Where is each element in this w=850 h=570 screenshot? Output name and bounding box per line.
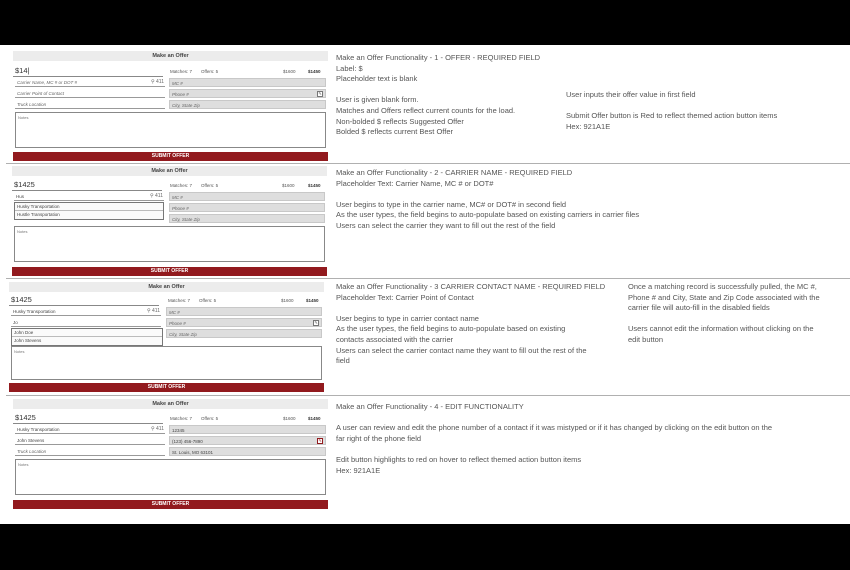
desc-line: As the user types, the field begins to auto-populate based on existing [336,324,566,334]
offers-count: Offers: 5 [201,69,219,74]
desc-line: As the user types, the field begins to auto-populate based on existing carriers in carrier files [336,210,640,220]
desc-line: Placeholder Text: Carrier Name, MC # or DOT# [336,178,494,188]
submit-offer-button[interactable]: SUBMIT OFFER [9,383,324,392]
contact-dropdown [11,328,163,346]
offers-count: Offers: 5 [201,183,219,188]
desc-line: Make an Offer Functionality - 3 CARRIER CONTACT NAME - REQUIRED FIELD [336,282,606,291]
offer-form-4 [13,399,328,511]
canvas [0,45,850,524]
divider [6,395,850,396]
phone-field: Phone # [169,203,325,212]
desc-line: Placeholder Text: Carrier Point of Contact [336,292,474,302]
matches-count: Matches: 7 [170,69,193,74]
offers-count: Offers: 5 [199,298,217,303]
suggested-offer: $1600 [283,416,296,421]
truck-location-field[interactable]: Truck Location [15,100,165,109]
divider [6,163,850,164]
city-state-zip-field: St. Louis, MO 63101 [169,447,326,456]
dropdown-option[interactable]: John Stevens [12,337,162,345]
best-offer: $1450 [308,183,321,188]
offer-underline [13,423,163,424]
description-2 [336,168,836,232]
offer-underline [9,305,159,306]
desc-line: Label: $ [336,63,363,73]
dropdown-option[interactable]: John Doe [12,329,162,337]
desc-line: field [336,356,350,366]
form-header: Make an Offer [13,399,328,409]
best-offer: $1450 [308,69,321,74]
desc-line: User inputs their offer value in first field [566,90,696,99]
form-header: Make an Offer [12,166,327,176]
edit-icon[interactable]: ✎ [318,438,322,443]
suggested-offer: $1600 [282,183,295,188]
desc-line: Users cannot edit the information without clicking on the [628,324,814,334]
description-3b [628,282,843,346]
desc-line: Hex: 921A1E [566,121,611,131]
offer-input[interactable]: $1425 [14,180,35,189]
carrier-dropdown [14,202,164,220]
desc-line: A user can review and edit the phone number of a contact if it was mistyped or if it has changed by clicking on the edit button on the [336,423,773,433]
truck-location-field[interactable]: Truck Location [15,447,165,456]
desc-line: Submit Offer button is Red to reflect themed action button items [566,111,778,121]
carrier-name-field[interactable]: Husky Transportation ⚲ 411 [17,426,164,432]
desc-line: far right of the phone field [336,433,422,443]
mc-field: MC # [166,307,322,316]
phone-field: Phone # ✎ [169,89,326,98]
desc-line: Make an Offer Functionality - 4 - EDIT FUNCTIONALITY [336,402,524,411]
desc-line: Users can select the carrier they want to fill out the rest of the field [336,220,556,230]
offer-input[interactable]: $1425 [11,295,32,304]
desc-line: Bolded $ reflects current Best Offer [336,127,454,137]
offer-form-3 [9,282,324,392]
offer-underline [12,190,162,191]
desc-line: Hex: 921A1E [336,465,381,475]
mc-field: MC # [169,192,325,201]
suggested-offer: $1600 [281,298,294,303]
desc-line: Edit button highlights to red on hover to reflect themed action button items [336,454,582,464]
desc-line: Make an Offer Functionality - 1 - OFFER - REQUIRED FIELD [336,53,541,62]
matches-count: Matches: 7 [170,416,193,421]
edit-icon[interactable]: ✎ [318,91,322,96]
offer-form-2 [12,166,327,277]
matches-count: Matches: 7 [168,298,191,303]
carrier-contact-field[interactable]: Jo [11,318,161,327]
notes-field[interactable]: Notes [15,112,326,148]
desc-line: Once a matching record is successfully pulled, the MC #, [628,282,817,291]
mc-field: 12345 [169,425,326,434]
description-4 [336,402,841,476]
desc-line: carrier file will auto-fill in the disabled fields [628,303,770,313]
submit-offer-button[interactable]: SUBMIT OFFER [13,500,328,509]
dropdown-option[interactable]: Husky Transportation [15,203,163,211]
notes-field[interactable]: Notes [14,226,325,262]
phone-field: Phone # ✎ [166,318,322,327]
notes-field[interactable]: Notes [11,346,322,380]
city-state-zip-field: City, State Zip [169,100,326,109]
desc-line: contacts associated with the carrier [336,334,454,344]
carrier-contact-field[interactable]: Carrier Point of Contact [15,89,165,98]
desc-line: User is given blank form. [336,95,419,105]
carrier-name-field[interactable]: Husky Transportation ⚲ 411 [13,308,160,314]
desc-line: edit button [628,334,664,344]
best-offer: $1450 [306,298,319,303]
desc-line: Phone # and City, State and Zip Code associated with the [628,292,820,302]
search-icon: ⚲ 411 [149,193,163,199]
carrier-name-field[interactable]: Carrier Name, MC # or DOT # ⚲ 411 [17,79,164,85]
desc-line: User begins to type in the carrier name, MC# or DOT# in second field [336,199,567,209]
mc-field: MC # [169,78,326,87]
desc-line: Users can select the carrier contact name they want to fill out the rest of the [336,345,587,355]
search-icon: ⚲ 411 [146,308,160,314]
form-header: Make an Offer [13,51,328,61]
desc-line: User begins to type in carrier contact name [336,313,479,323]
search-icon: ⚲ 411 [150,79,164,85]
suggested-offer: $1600 [283,69,296,74]
carrier-contact-field[interactable]: John Stevens [15,436,165,445]
matches-count: Matches: 7 [170,183,193,188]
search-icon: ⚲ 411 [150,426,164,432]
phone-field: (123) 456-7890 ✎ [169,436,326,445]
offer-input[interactable]: $14| [15,66,30,75]
dropdown-option[interactable]: Hustle Transportation [15,211,163,219]
city-state-zip-field: City, State Zip [169,214,325,223]
desc-line: Non-bolded $ reflects Suggested Offer [336,116,464,126]
description-3 [336,282,626,367]
best-offer: $1450 [308,416,321,421]
desc-line: Placeholder text is blank [336,74,418,84]
offers-count: Offers: 5 [201,416,219,421]
submit-offer-button[interactable]: SUBMIT OFFER [12,267,327,276]
divider [6,278,850,279]
edit-icon[interactable]: ✎ [314,320,318,325]
city-state-zip-field: City, State Zip [166,329,322,338]
form-header: Make an Offer [9,282,324,292]
submit-offer-button[interactable]: SUBMIT OFFER [13,152,328,161]
offer-input[interactable]: $1425 [15,413,36,422]
desc-line: Matches and Offers reflect current counts for the load. [336,105,516,115]
carrier-name-field[interactable]: Hus ⚲ 411 [16,193,163,199]
notes-field[interactable]: Notes [15,459,326,495]
desc-line: Make an Offer Functionality - 2 - CARRIER NAME - REQUIRED FIELD [336,168,573,177]
description-1b [566,90,836,132]
offer-form-1 [13,51,328,163]
offer-underline [13,76,163,77]
